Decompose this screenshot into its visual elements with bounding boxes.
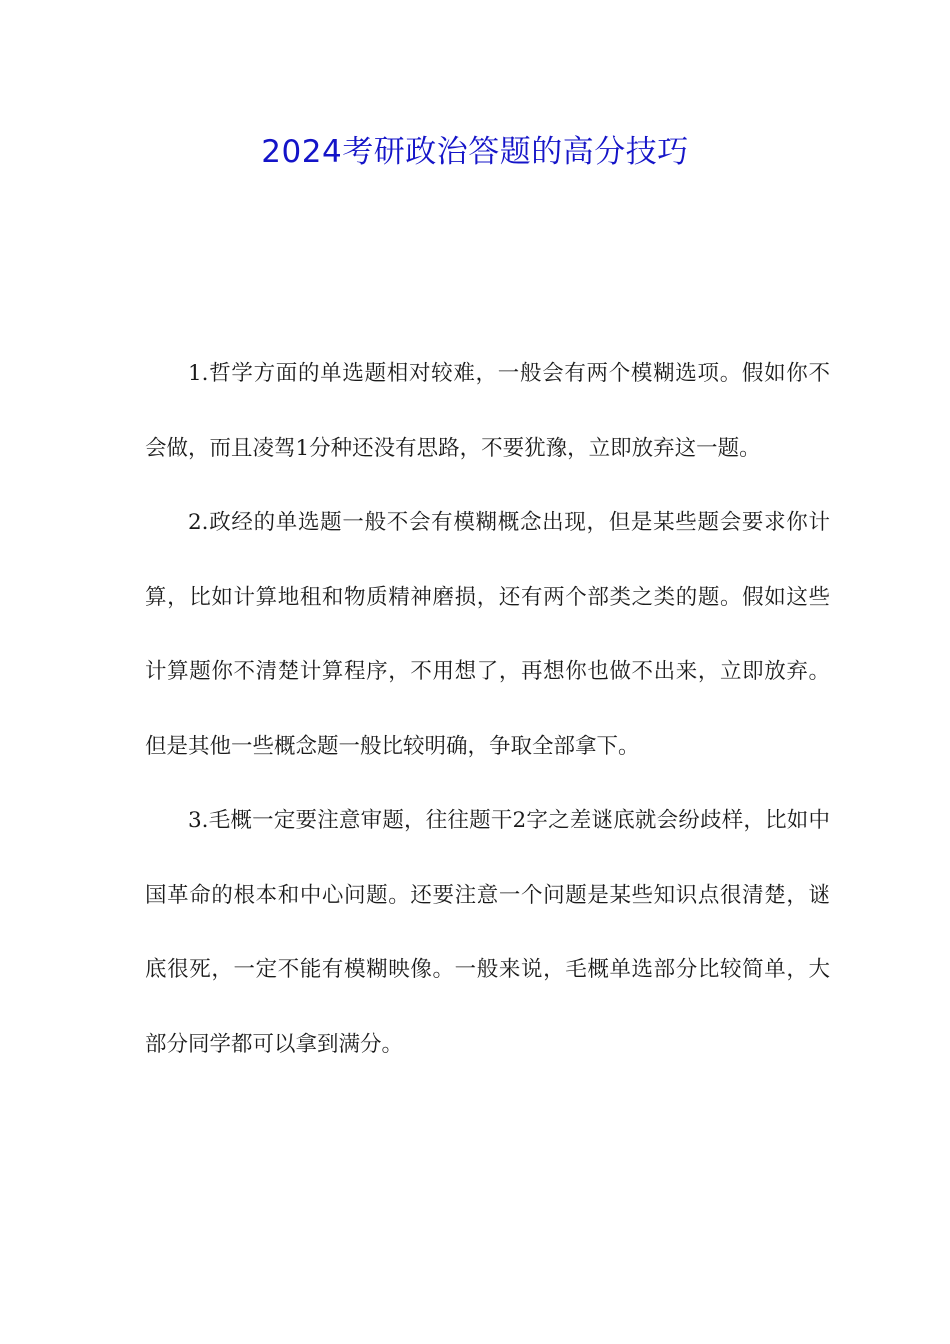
paragraph-1: 1.哲学方面的单选题相对较难，一般会有两个模糊选项。假如你不会做，而且凌驾1分种还没有思路，不要犹豫，立即放弃这一题。 — [145, 361, 830, 461]
document-title: 2024考研政治答题的高分技巧 — [261, 134, 689, 170]
paragraph-2: 2.政经的单选题一般不会有模糊概念出现，但是某些题会要求你计算，比如计算地租和物质精神磨损，还有两个部类之类的题。假如这些计算题你不清楚计算程序，不用想了，再想你也做不出来，立即放弃。但是其他一些概念题一般比较明确，争取全部拿下。 — [145, 510, 830, 759]
paragraph-3: 3.毛概一定要注意审题，往往题干2字之差谜底就会纷歧样，比如中国革命的根本和中心问题。还要注意一个问题是某些知识点很清楚，谜底很死，一定不能有模糊映像。一般来说，毛概单选部分比较简单，大部分同学都可以拿到满分。 — [145, 808, 830, 1057]
document-body — [145, 337, 830, 1082]
